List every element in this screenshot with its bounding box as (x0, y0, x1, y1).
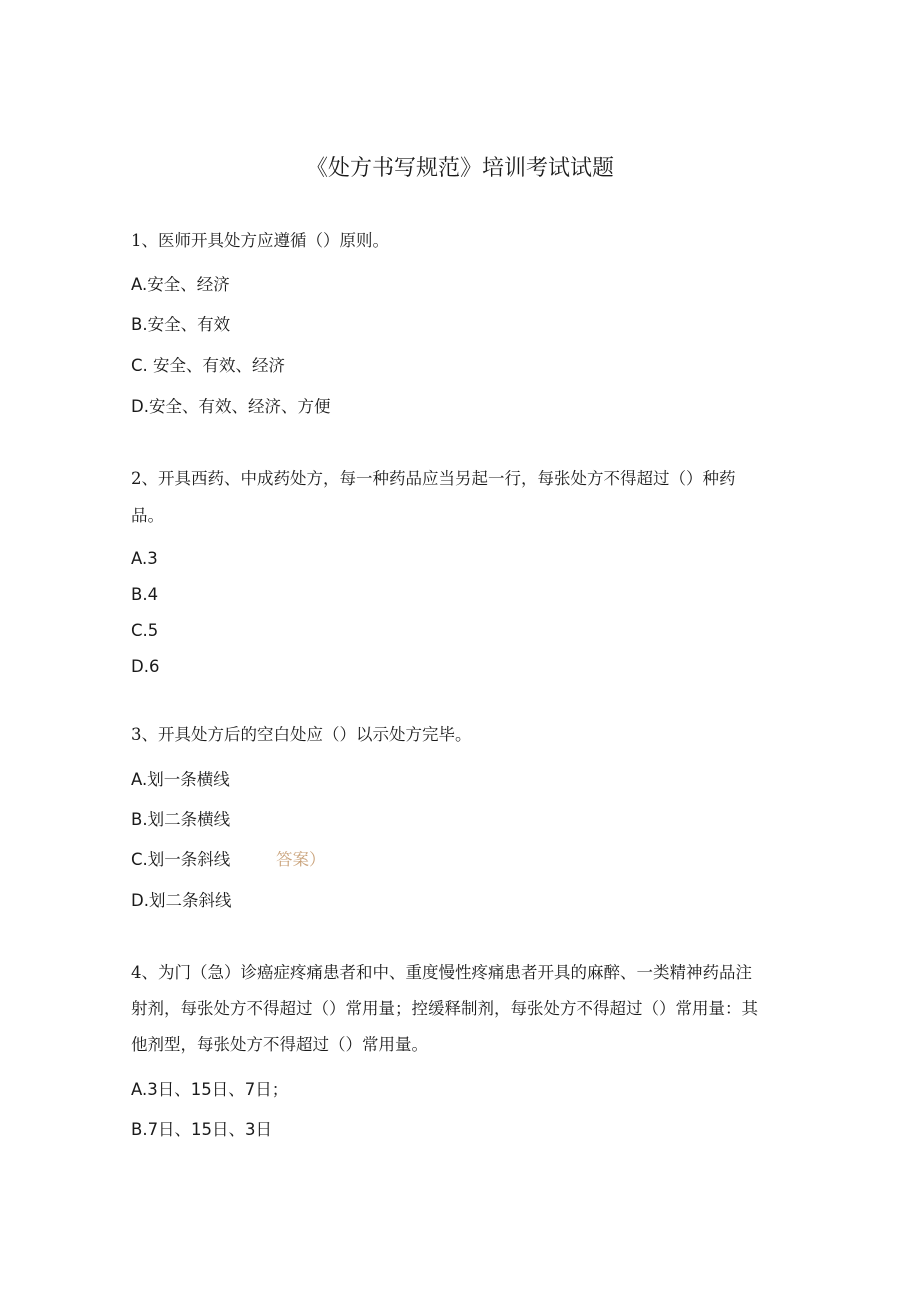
question-stem-line-2: 品。 (131, 506, 164, 525)
option-a: A.安全、经济 (131, 275, 230, 294)
question-stem-line-2: 射剂，每张处方不得超过（）常用量；控缓释制剂，每张处方不得超过（）常用量：其 (131, 999, 758, 1018)
option-d: D.6 (131, 657, 160, 676)
option-c: C.划一条斜线 (131, 850, 231, 869)
question-stem: 3、开具处方后的空白处应（）以示处方完毕。 (131, 725, 472, 744)
question-stem-line-3: 他剂型，每张处方不得超过（）常用量。 (131, 1035, 428, 1054)
option-c: C. 安全、有效、经济 (131, 356, 286, 375)
question-stem-line-1: 2、开具西药、中成药处方，每一种药品应当另起一行，每张处方不得超过（）种药 (131, 469, 736, 488)
option-b: B.4 (131, 585, 159, 604)
option-a: A.划一条横线 (131, 770, 230, 789)
answer-note: 答案） (276, 850, 326, 869)
option-b: B.7日、15日、3日 (131, 1120, 273, 1139)
option-d: D.划二条斜线 (131, 891, 232, 910)
option-a: A.3日、15日、7日； (131, 1080, 289, 1099)
option-a: A.3 (131, 549, 158, 568)
option-b: B.安全、有效 (131, 315, 231, 334)
option-d: D.安全、有效、经济、方便 (131, 397, 331, 416)
question-stem: 1、医师开具处方应遵循（）原则。 (131, 231, 389, 250)
question-stem-line-1: 4、为门（急）诊癌症疼痛患者和中、重度慢性疼痛患者开具的麻醉、一类精神药品注 (131, 963, 752, 982)
option-b: B.划二条横线 (131, 810, 231, 829)
page-title: 《处方书写规范》培训考试试题 (305, 156, 614, 181)
option-c: C.5 (131, 621, 159, 640)
